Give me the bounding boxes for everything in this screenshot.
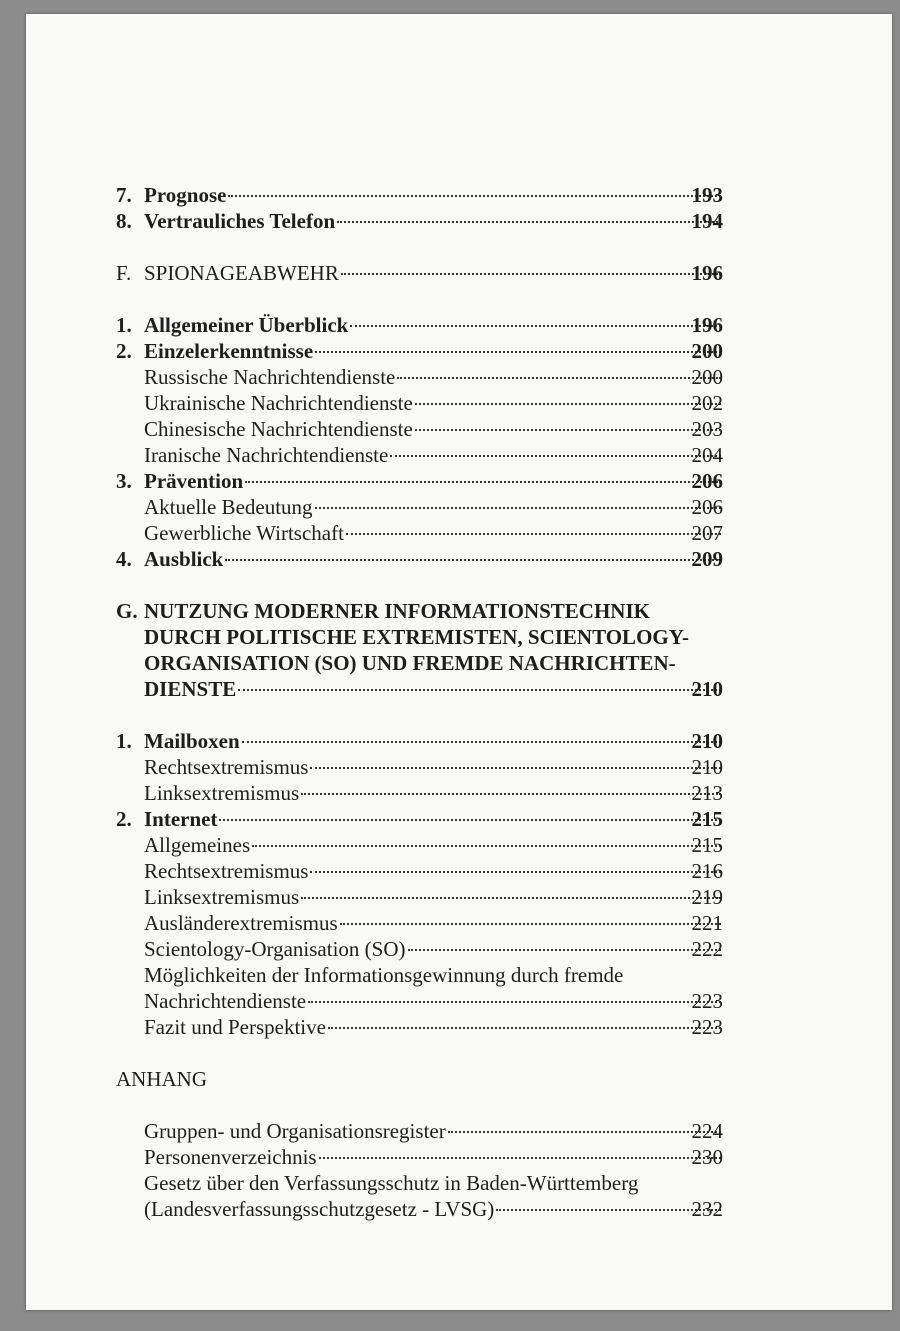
entry-title: Fazit und Perspektive xyxy=(144,1015,326,1039)
entry-title: Prävention xyxy=(144,469,244,493)
toc-subentry[interactable] xyxy=(0,1144,900,1170)
entry-title: Vertrauliches Telefon xyxy=(144,209,336,233)
entry-title: Ausländerextremismus xyxy=(144,911,338,935)
entry-title: Einzelerkenntnisse xyxy=(144,339,314,363)
entry-number: 3. xyxy=(116,469,132,493)
dot-leader xyxy=(415,429,721,431)
dot-leader xyxy=(315,507,721,509)
entry-page: 210 xyxy=(691,755,723,779)
toc-subentry[interactable] xyxy=(0,884,900,910)
entry-page: 224 xyxy=(691,1119,723,1143)
entry-title: Rechtsextremismus xyxy=(144,755,309,779)
entry-page: 215 xyxy=(691,833,723,857)
toc-entry[interactable] xyxy=(0,208,900,234)
dot-leader xyxy=(238,689,721,691)
entry-page: 213 xyxy=(691,781,723,805)
dot-leader xyxy=(308,1001,721,1003)
dot-leader xyxy=(328,1027,721,1029)
toc-chapter[interactable] xyxy=(0,260,900,286)
entry-title: Chinesische Nachrichtendienste xyxy=(144,417,413,441)
dot-leader xyxy=(252,845,721,847)
toc-subentry[interactable] xyxy=(0,910,900,936)
appendix-heading: ANHANG xyxy=(116,1067,207,1091)
entry-page: 221 xyxy=(691,911,723,935)
dot-leader xyxy=(301,897,721,899)
entry-title: Allgemeines xyxy=(144,833,251,857)
entry-page: 204 xyxy=(691,443,723,467)
entry-number: F. xyxy=(116,261,132,285)
chapter-number: G. xyxy=(116,599,138,623)
entry-title: Nachrichtendienste xyxy=(144,989,307,1013)
entry-title: Linksextremismus xyxy=(144,781,300,805)
dot-leader xyxy=(310,871,721,873)
toc-entry[interactable] xyxy=(0,546,900,572)
entry-number: 4. xyxy=(116,547,132,571)
dot-leader xyxy=(219,819,721,821)
entry-page: 232 xyxy=(691,1197,723,1221)
entry-page: 202 xyxy=(691,391,723,415)
entry-title: Aktuelle Bedeutung xyxy=(144,495,313,519)
entry-title-line: Gesetz über den Verfassungsschutz in Baden-Württemberg xyxy=(144,1171,639,1195)
toc-entry[interactable] xyxy=(0,806,900,832)
entry-title: (Landesverfassungsschutzgesetz - LVSG) xyxy=(144,1197,495,1221)
toc-entry[interactable] xyxy=(0,468,900,494)
toc-subentry[interactable] xyxy=(0,1196,900,1222)
dot-leader xyxy=(301,793,721,795)
document-page xyxy=(26,14,892,1310)
entry-page: 216 xyxy=(691,859,723,883)
toc-subentry[interactable] xyxy=(0,442,900,468)
entry-page: 215 xyxy=(691,807,723,831)
entry-page: 200 xyxy=(691,339,723,363)
entry-title: Gruppen- und Organisationsregister xyxy=(144,1119,446,1143)
dot-leader xyxy=(350,325,721,327)
dot-leader xyxy=(390,455,721,457)
entry-number: 1. xyxy=(116,729,132,753)
entry-title: Ausblick xyxy=(144,547,224,571)
toc-subentry[interactable] xyxy=(0,988,900,1014)
dot-leader xyxy=(448,1131,721,1133)
toc-subentry[interactable] xyxy=(0,832,900,858)
entry-title: Iranische Nachrichtendienste xyxy=(144,443,389,467)
entry-title: Allgemeiner Überblick xyxy=(144,313,349,337)
entry-page: 206 xyxy=(691,469,723,493)
toc-subentry[interactable] xyxy=(0,520,900,546)
toc-entry[interactable] xyxy=(0,338,900,364)
toc-subentry[interactable] xyxy=(0,858,900,884)
toc-subentry[interactable] xyxy=(0,390,900,416)
entry-page: 223 xyxy=(691,989,723,1013)
entry-page: 203 xyxy=(691,417,723,441)
entry-page: 209 xyxy=(691,547,723,571)
chapter-title-line: ORGANISATION (SO) UND FREMDE NACHRICHTEN- xyxy=(144,651,676,675)
entry-number: 1. xyxy=(116,313,132,337)
dot-leader xyxy=(310,767,721,769)
entry-title: Internet xyxy=(144,807,218,831)
toc-entry[interactable] xyxy=(0,182,900,208)
entry-page: 193 xyxy=(691,183,723,207)
dot-leader xyxy=(245,481,721,483)
dot-leader xyxy=(228,195,721,197)
dot-leader xyxy=(337,221,721,223)
entry-number: 7. xyxy=(116,183,132,207)
entry-page: 207 xyxy=(691,521,723,545)
dot-leader xyxy=(242,741,721,743)
dot-leader xyxy=(340,923,721,925)
entry-page: 194 xyxy=(691,209,723,233)
entry-title: Rechtsextremismus xyxy=(144,859,309,883)
entry-title: Russische Nachrichtendienste xyxy=(144,365,396,389)
dot-leader xyxy=(346,533,721,535)
entry-title-line: Möglichkeiten der Informationsgewinnung durch fremde xyxy=(144,963,624,987)
entry-title: Personenverzeichnis xyxy=(144,1145,317,1169)
entry-number: 2. xyxy=(116,339,132,363)
dot-leader xyxy=(408,949,722,951)
entry-page: 196 xyxy=(691,313,723,337)
entry-page: 200 xyxy=(691,365,723,389)
toc-subentry[interactable] xyxy=(0,494,900,520)
entry-title: Scientology-Organisation (SO) xyxy=(144,937,406,961)
dot-leader xyxy=(225,559,721,561)
entry-page: 196 xyxy=(691,261,723,285)
toc-chapter[interactable] xyxy=(0,676,900,702)
entry-page: 210 xyxy=(691,729,723,753)
entry-title: Gewerbliche Wirtschaft xyxy=(144,521,344,545)
dot-leader xyxy=(397,377,721,379)
toc-subentry[interactable] xyxy=(0,936,900,962)
toc-subentry[interactable] xyxy=(0,364,900,390)
entry-page: 223 xyxy=(691,1015,723,1039)
table-of-contents xyxy=(26,14,892,1310)
toc-entry[interactable] xyxy=(0,312,900,338)
entry-page: 210 xyxy=(691,677,723,701)
dot-leader xyxy=(319,1157,721,1159)
chapter-title-line: DURCH POLITISCHE EXTREMISTEN, SCIENTOLOGY- xyxy=(144,625,689,649)
toc-subentry[interactable] xyxy=(0,780,900,806)
entry-number: 8. xyxy=(116,209,132,233)
entry-title: Ukrainische Nachrichtendienste xyxy=(144,391,413,415)
toc-subentry[interactable] xyxy=(0,754,900,780)
dot-leader xyxy=(315,351,721,353)
entry-title: SPIONAGEABWEHR xyxy=(144,261,339,285)
entry-page: 222 xyxy=(691,937,723,961)
dot-leader xyxy=(415,403,721,405)
entry-title: Prognose xyxy=(144,183,227,207)
entry-page: 206 xyxy=(691,495,723,519)
entry-title: Mailboxen xyxy=(144,729,240,753)
toc-subentry[interactable] xyxy=(0,1014,900,1040)
entry-page: 230 xyxy=(691,1145,723,1169)
chapter-title-line: NUTZUNG MODERNER INFORMATIONSTECHNIK xyxy=(144,599,650,623)
dot-leader xyxy=(496,1209,721,1211)
entry-number: 2. xyxy=(116,807,132,831)
entry-title: Linksextremismus xyxy=(144,885,300,909)
toc-subentry[interactable] xyxy=(0,1118,900,1144)
toc-subentry[interactable] xyxy=(0,416,900,442)
toc-entry[interactable] xyxy=(0,728,900,754)
entry-title: DIENSTE xyxy=(144,677,237,701)
entry-page: 219 xyxy=(691,885,723,909)
dot-leader xyxy=(341,273,721,275)
